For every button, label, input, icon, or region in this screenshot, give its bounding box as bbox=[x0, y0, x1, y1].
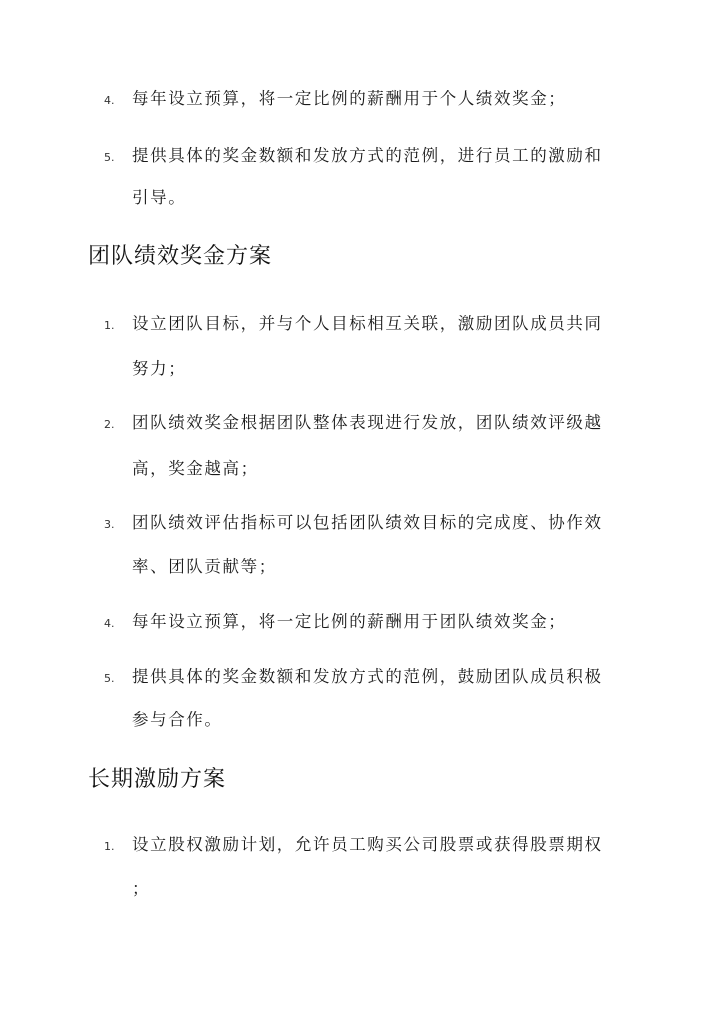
list-text-line: 提供具体的奖金数额和发放方式的范例，进行员工的激励和 bbox=[132, 146, 603, 165]
list-number: 5. bbox=[104, 672, 115, 685]
list-text-line: 提供具体的奖金数额和发放方式的范例，鼓励团队成员积极 bbox=[132, 667, 603, 686]
list-number: 3. bbox=[104, 518, 115, 531]
list-number: 2. bbox=[104, 418, 115, 431]
list-text-line: ； bbox=[132, 879, 151, 898]
list-number: 1. bbox=[104, 319, 115, 332]
list-text-line: 设立股权激励计划，允许员工购买公司股票或获得股票期权 bbox=[132, 835, 603, 854]
list-text-line: 高，奖金越高； bbox=[132, 459, 259, 478]
section-heading-long-term-incentive: 长期激励方案 bbox=[88, 767, 227, 792]
list-text-line: 每年设立预算，将一定比例的薪酬用于个人绩效奖金； bbox=[132, 89, 567, 108]
section-heading-team-bonus: 团队绩效奖金方案 bbox=[88, 244, 273, 269]
list-number: 4. bbox=[104, 94, 115, 107]
list-number: 5. bbox=[104, 151, 115, 164]
list-text-line: 团队绩效评估指标可以包括团队绩效目标的完成度、协作效 bbox=[132, 513, 603, 532]
list-text-line: 参与合作。 bbox=[132, 710, 223, 729]
list-text-line: 引导。 bbox=[132, 188, 187, 207]
list-text-line: 每年设立预算，将一定比例的薪酬用于团队绩效奖金； bbox=[132, 612, 567, 631]
list-text-line: 率、团队贡献等； bbox=[132, 557, 277, 576]
list-text-line: 努力； bbox=[132, 359, 187, 378]
list-number: 1. bbox=[104, 840, 115, 853]
list-text-line: 团队绩效奖金根据团队整体表现进行发放，团队绩效评级越 bbox=[132, 413, 603, 432]
list-text-line: 设立团队目标，并与个人目标相互关联，激励团队成员共同 bbox=[132, 314, 603, 333]
list-number: 4. bbox=[104, 617, 115, 630]
